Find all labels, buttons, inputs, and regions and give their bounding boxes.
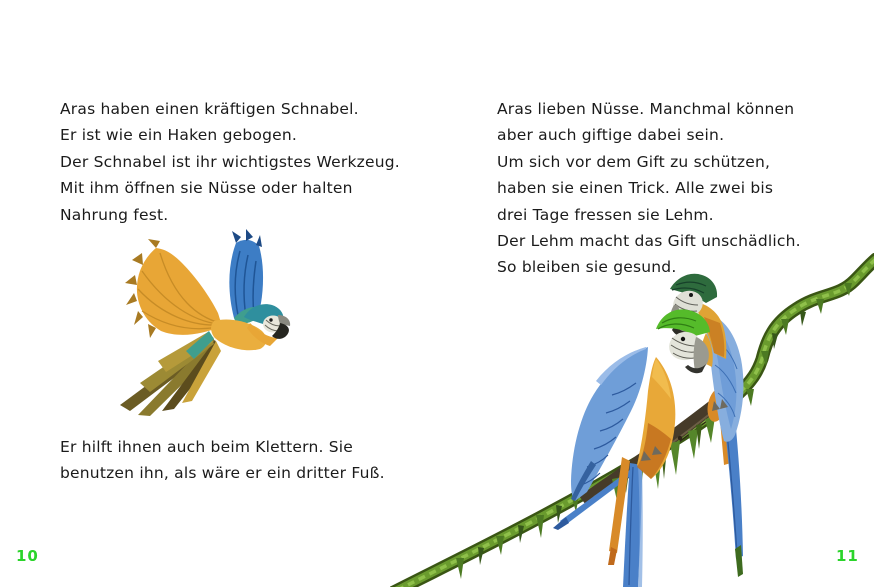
text-line: benutzen ihn, als wäre er ein dritter Fuß.	[60, 464, 385, 483]
macaw-tail	[120, 331, 221, 416]
page-number-left: 10	[16, 547, 39, 565]
right-paragraph-1	[497, 96, 801, 281]
text-line: Er hilft ihnen auch beim Klettern. Sie	[60, 438, 354, 456]
text-line: So bleiben sie gesund.	[497, 258, 677, 277]
text-line: Um sich vor dem Gift zu schützen,	[497, 152, 771, 171]
perched-macaws-illustration	[390, 253, 874, 587]
page-number-right: 11	[836, 547, 859, 565]
text-line: Der Lehm macht das Gift unschädlich.	[497, 232, 801, 251]
left-paragraph-2	[60, 434, 385, 487]
left-paragraph-1	[60, 96, 400, 228]
macaw-front-eye	[681, 337, 685, 341]
text-line: Mit ihm öffnen sie Nüsse oder halten	[60, 179, 353, 198]
text-line: Nahrung fest.	[60, 205, 169, 224]
text-line: Aras haben einen kräftigen Schnabel.	[60, 100, 359, 118]
text-line: aber auch giftige dabei sein.	[497, 126, 725, 145]
macaw-front-bird	[553, 309, 713, 587]
macaw-back-eye	[689, 293, 693, 297]
macaw-eye	[269, 318, 272, 321]
text-line: Er ist wie ein Haken gebogen.	[60, 126, 298, 145]
macaw-front-tail	[553, 457, 644, 587]
text-line: drei Tage fressen sie Lehm.	[497, 205, 714, 224]
macaw-gold-wing	[125, 239, 222, 338]
flying-macaw-illustration	[110, 225, 310, 420]
macaw-front-head	[656, 309, 710, 373]
text-line: haben sie einen Trick. Alle zwei bis	[497, 179, 774, 198]
text-line: Aras lieben Nüsse. Manchmal können	[497, 100, 795, 118]
text-line: Der Schnabel ist ihr wichtigstes Werkzeug.	[60, 152, 400, 171]
